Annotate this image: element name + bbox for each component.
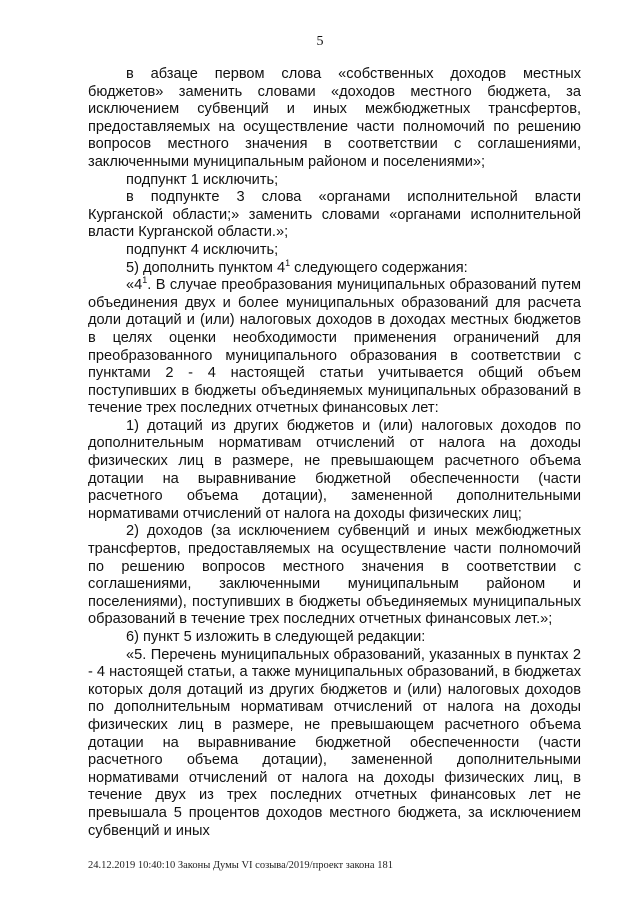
footer-note: 24.12.2019 10:40:10 Законы Думы VI созыва/2019/проект закона 181 [88, 860, 393, 871]
paragraph: подпункт 1 исключить; [126, 171, 279, 188]
paragraph: 6) пункт 5 изложить в следующей редакции: [126, 629, 426, 645]
paragraph: 1) дотаций из других бюджетов и (или) налоговых доходов по дополнительным нормативам отчислений от налога на доходы физических лиц в размере, не превышающем расчетного объема дотации на выравнивание бюджетной обеспеченности (части расчетного объема дотации), замененной дополнительными нормативами отчислений от налога на доходы физических лиц; [88, 417, 581, 522]
paragraph [88, 257, 581, 278]
document-body [88, 66, 581, 840]
paragraph: подпункт 4 исключить; [126, 241, 279, 258]
page-number: 5 [316, 34, 324, 49]
paragraph: 2) доходов (за исключением субвенций и иных межбюджетных трансфертов, предоставляемых на осуществление части полномочий по решению вопросов местного значения в соответствии с соглашениями, заключенными муниципальным районом и поселениями), поступивших в бюджеты объединяемых муниципальных образований в течение трех последних отчетных финансовых лет.»; [88, 523, 581, 628]
paragraph: в абзаце первом слова «собственных доходов местных бюджетов» заменить словами «доходов местного бюджета, за исключением субвенций и иных межбюджетных трансфертов, предоставляемых на осуществление части полномочий по решению вопросов местного значения в соответствии с соглашениями, заключенными муниципальным районом и поселениями»; [88, 66, 581, 170]
paragraph-text: следующего содержания: [290, 259, 468, 276]
paragraph: в подпункте 3 слова «органами исполнительной власти Курганской области;» заменить словами «органами исполнительной власти Курганской области.»; [88, 189, 581, 241]
paragraph-text: 5) дополнить пунктом 4 [126, 259, 286, 276]
paragraph [88, 277, 581, 418]
paragraph: «5. Перечень муниципальных образований, указанных в пунктах 2 - 4 настоящей статьи, а также муниципальных образований, в бюджетах которых доля дотаций из других бюджетов и (или) налоговых доходов по дополнительным нормативам отчислений от налога на доходы физических лиц в размере, не превышающем расчетного объема дотации на выравнивание бюджетной обеспеченности (части расчетного объема дотации), замененной дополнительными нормативами отчислений от налога на доходы физических лиц, в течение двух из трех последних отчетных финансовых лет не превышала 5 процентов доходов местного бюджета, за исключением субвенций и иных [88, 646, 581, 839]
paragraph-text: «4 [126, 277, 143, 294]
paragraph-text: . В случае преобразования муниципальных образований путем объединения двух и более муниципальных образований для расчета доли дотаций и (или) налоговых доходов в доходах местных бюджетов в целях оценки необходимости применения ограничений для преобразованного муниципального образования в соответствии с пунктами 2 - 4 настоящей статьи учитывается общий объем поступивших в бюджеты объединяемых муниципальных образований в течение трех последних отчетных финансовых лет: [88, 277, 581, 417]
superscript: 1 [285, 257, 291, 268]
superscript: 1 [142, 275, 148, 286]
